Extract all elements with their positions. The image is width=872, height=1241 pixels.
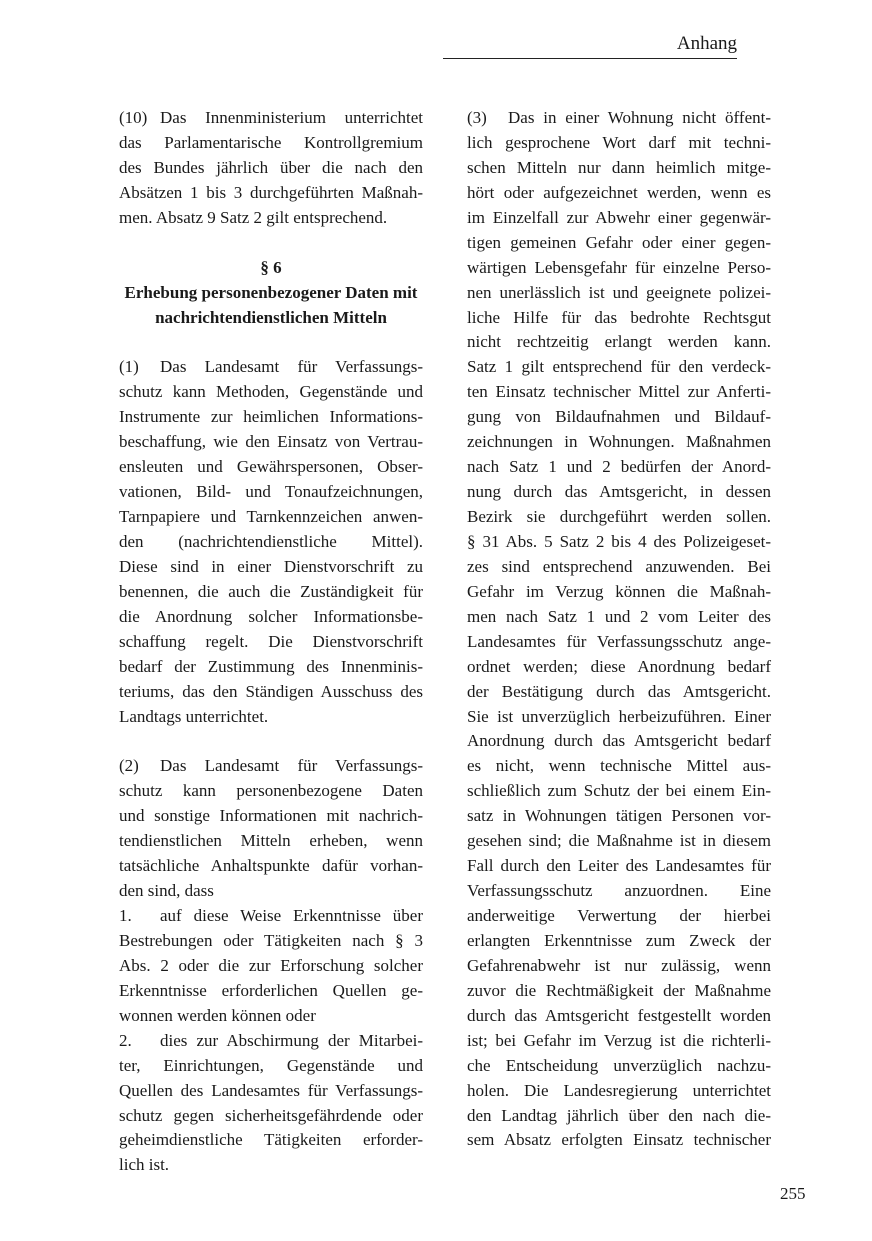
text-line: wärtigen Lebensgefahr für einzelne Perso-	[467, 257, 771, 277]
text-line: Verfassungsschutz anzuordnen. Eine	[467, 881, 771, 901]
text-line: satz in Wohnungen tätigen Personen vor-	[467, 806, 771, 826]
enumeration-item	[119, 904, 423, 1029]
text-line: nen unerlässlich ist und geeignete polizei-	[467, 282, 771, 302]
text-line: Sie ist unverzüglich herbeizuführen. Einer	[467, 706, 771, 726]
text-line: Landesamtes für Verfassungsschutz ange-	[467, 631, 771, 651]
text-line: wonnen werden können oder	[119, 1005, 316, 1025]
paragraph-10	[119, 106, 423, 231]
text-line: Quellen des Landesamtes für Verfassungs-	[119, 1080, 423, 1100]
text-line: gung von Bildaufnahmen und Bildauf-	[467, 407, 771, 427]
text-line: benennen, die auch die Zuständigkeit für	[119, 581, 423, 601]
paragraph-3	[467, 106, 771, 1153]
text-line: ten Einsatz technischer Mittel zur Anferti-	[467, 382, 771, 402]
text-line: lich ist.	[119, 1155, 170, 1175]
text-line: bedarf der Zustimmung des Innenminis-	[119, 656, 423, 676]
text-line: Absätzen 1 bis 3 durchgeführten Maßnah-	[119, 182, 423, 202]
text-line-content: auf diese Weise Erkenntnisse über	[160, 906, 423, 925]
text-line: schen Mitteln nur dann heimlich mitge-	[467, 157, 771, 177]
spacer	[119, 231, 423, 256]
text-line: ist; bei Gefahr im Verzug ist die richterli-	[467, 1030, 771, 1050]
text-line: der Bestätigung durch das Amtsgericht.	[467, 681, 771, 701]
text-line: schutz kann Methoden, Gegenstände und	[119, 382, 423, 402]
text-line: ter, Einrichtungen, Gegenstände und	[119, 1055, 423, 1075]
text-line: tatsächliche Anhaltspunkte dafür vorhan-	[119, 856, 423, 876]
text-line: zeichnungen in Wohnungen. Maßnahmen	[467, 432, 771, 452]
text-line: den Landtag jährlich über den nach die-	[467, 1105, 771, 1125]
text-line: holen. Die Landesregierung unterrichtet	[467, 1080, 771, 1100]
text-line-content: dies zur Abschirmung der Mitarbei-	[160, 1030, 423, 1050]
text-line: men nach Satz 1 und 2 vom Leiter des	[467, 606, 771, 626]
text-line: des Bundes jährlich über die nach den	[119, 157, 423, 177]
paragraph-number: (3)	[467, 108, 487, 127]
text-line: schutz kann personenbezogene Daten	[119, 781, 423, 801]
text-line: schaffung regelt. Die Dienstvorschrift	[119, 631, 423, 651]
text-line-content: Das Landesamt für Verfassungs-	[160, 357, 423, 377]
page-number: 255	[780, 1184, 806, 1203]
text-line: Fall durch den Leiter des Landesamtes für	[467, 856, 771, 876]
left-column	[119, 106, 423, 1178]
text-line	[119, 754, 423, 779]
text-line: Gefahr im Verzug können die Maßnah-	[467, 581, 771, 601]
text-line: nach Satz 1 und 2 bedürfen der Anord-	[467, 457, 771, 477]
text-line: hört oder aufgezeichnet werden, wenn es	[467, 182, 771, 202]
section-heading	[119, 256, 423, 331]
spacer	[119, 729, 423, 754]
enumeration-item	[119, 1029, 423, 1179]
text-line: ensleuten und Gewährspersonen, Obser-	[119, 457, 423, 477]
paragraph-1	[119, 355, 423, 729]
item-number: 1.	[119, 906, 132, 925]
text-line	[119, 1029, 423, 1054]
item-number: 2.	[119, 1030, 132, 1050]
text-line	[119, 355, 423, 380]
text-line: den (nachrichtendienstliche Mittel).	[119, 531, 423, 551]
text-line: lich gesprochene Wort darf mit techni-	[467, 132, 771, 152]
text-line: men. Absatz 9 Satz 2 gilt entsprechend.	[119, 207, 388, 227]
spacer	[119, 330, 423, 355]
paragraph-number: (10)	[119, 108, 148, 127]
text-line: Gefahrenabwehr ist nur zulässig, wenn	[467, 955, 771, 975]
text-line: nicht rechtzeitig erlangt werden kann.	[467, 332, 771, 352]
text-line: Satz 1 gilt entsprechend für den verdeck-	[467, 357, 771, 377]
header-rule	[443, 58, 737, 59]
text-line: erlangten Erkenntnisse zum Zweck der	[467, 930, 771, 950]
text-line: che Entscheidung unverzüglich nachzu-	[467, 1055, 771, 1075]
text-line: Erkenntnisse erforderlichen Quellen ge-	[119, 980, 423, 1000]
text-line: sem Absatz erfolgten Einsatz technischer	[467, 1130, 771, 1150]
text-line: § 31 Abs. 5 Satz 2 bis 4 des Polizeigeset-	[467, 531, 771, 551]
paragraph-number: (1)	[119, 357, 139, 377]
text-line: teriums, das den Ständigen Ausschuss des	[119, 681, 423, 701]
text-line: Abs. 2 oder die zur Erforschung solcher	[119, 955, 423, 975]
text-line: Bestrebungen oder Tätigkeiten nach § 3	[119, 930, 423, 950]
section-title-line: Erhebung personenbezogener Daten mit	[124, 282, 418, 302]
text-line: tigen gemeinen Gefahr oder einer gegen-	[467, 232, 771, 252]
text-line: gesehen sind; die Maßnahme ist in diesem	[467, 831, 771, 851]
text-line: vationen, Bild- und Tonaufzeichnungen,	[119, 482, 423, 502]
text-line: Instrumente zur heimlichen Informations-	[119, 407, 423, 427]
text-line: schutz gegen sicherheitsgefährdende oder	[119, 1105, 423, 1125]
text-line: Landtags unterrichtet.	[119, 706, 269, 726]
paragraph-number: (2)	[119, 756, 139, 776]
text-line: Tarnpapiere und Tarnkennzeichen anwen-	[119, 507, 423, 526]
text-line: Anordnung durch das Amtsgericht bedarf	[467, 731, 771, 751]
text-line: beschaffung, wie den Einsatz von Vertrau-	[119, 432, 423, 452]
text-line: tendienstlichen Mitteln erheben, wenn	[119, 831, 423, 851]
text-line	[119, 904, 423, 929]
text-line: zuvor die Rechtmäßigkeit der Maßnahme	[467, 980, 771, 1000]
text-line-content: Das in einer Wohnung nicht öffent-	[508, 108, 771, 127]
text-line-content: Das Innenministerium unterrichtet	[160, 108, 423, 127]
paragraph-2	[119, 754, 423, 1178]
text-line: Bezirk sie durchgeführt werden sollen.	[467, 507, 771, 526]
section-title-line: nachrichtendienstlichen Mitteln	[155, 307, 387, 327]
text-line: schließlich zum Schutz der bei einem Ein-	[467, 781, 771, 801]
text-line: die Anordnung solcher Informationsbe-	[119, 606, 423, 626]
text-line: den sind, dass	[119, 881, 214, 901]
text-line: anderweitige Verwertung der hierbei	[467, 906, 771, 925]
running-head: Anhang	[676, 33, 737, 54]
text-line: nung durch das Amtsgericht, in dessen	[467, 482, 771, 502]
right-column	[467, 106, 771, 1153]
text-line: das Parlamentarische Kontrollgremium	[119, 132, 423, 152]
text-line: im Einzelfall zur Abwehr einer gegenwär-	[467, 207, 771, 227]
text-line: geheimdienstliche Tätigkeiten erforder-	[119, 1130, 423, 1150]
text-line: durch das Amtsgericht festgestellt worden	[467, 1005, 771, 1025]
text-line: zes sind entsprechend anzuwenden. Bei	[467, 556, 771, 576]
text-line	[119, 106, 423, 131]
text-line: Diese sind in einer Dienstvorschrift zu	[119, 556, 423, 576]
text-line: liche Hilfe für das bedrohte Rechtsgut	[467, 307, 771, 327]
section-symbol: § 6	[260, 257, 282, 277]
text-line: und sonstige Informationen mit nachrich-	[119, 806, 423, 826]
text-line: ordnet werden; diese Anordnung bedarf	[467, 656, 771, 676]
text-line	[467, 106, 771, 131]
text-line-content: Das Landesamt für Verfassungs-	[160, 756, 423, 776]
text-line: es nicht, wenn technische Mittel aus-	[467, 756, 771, 776]
